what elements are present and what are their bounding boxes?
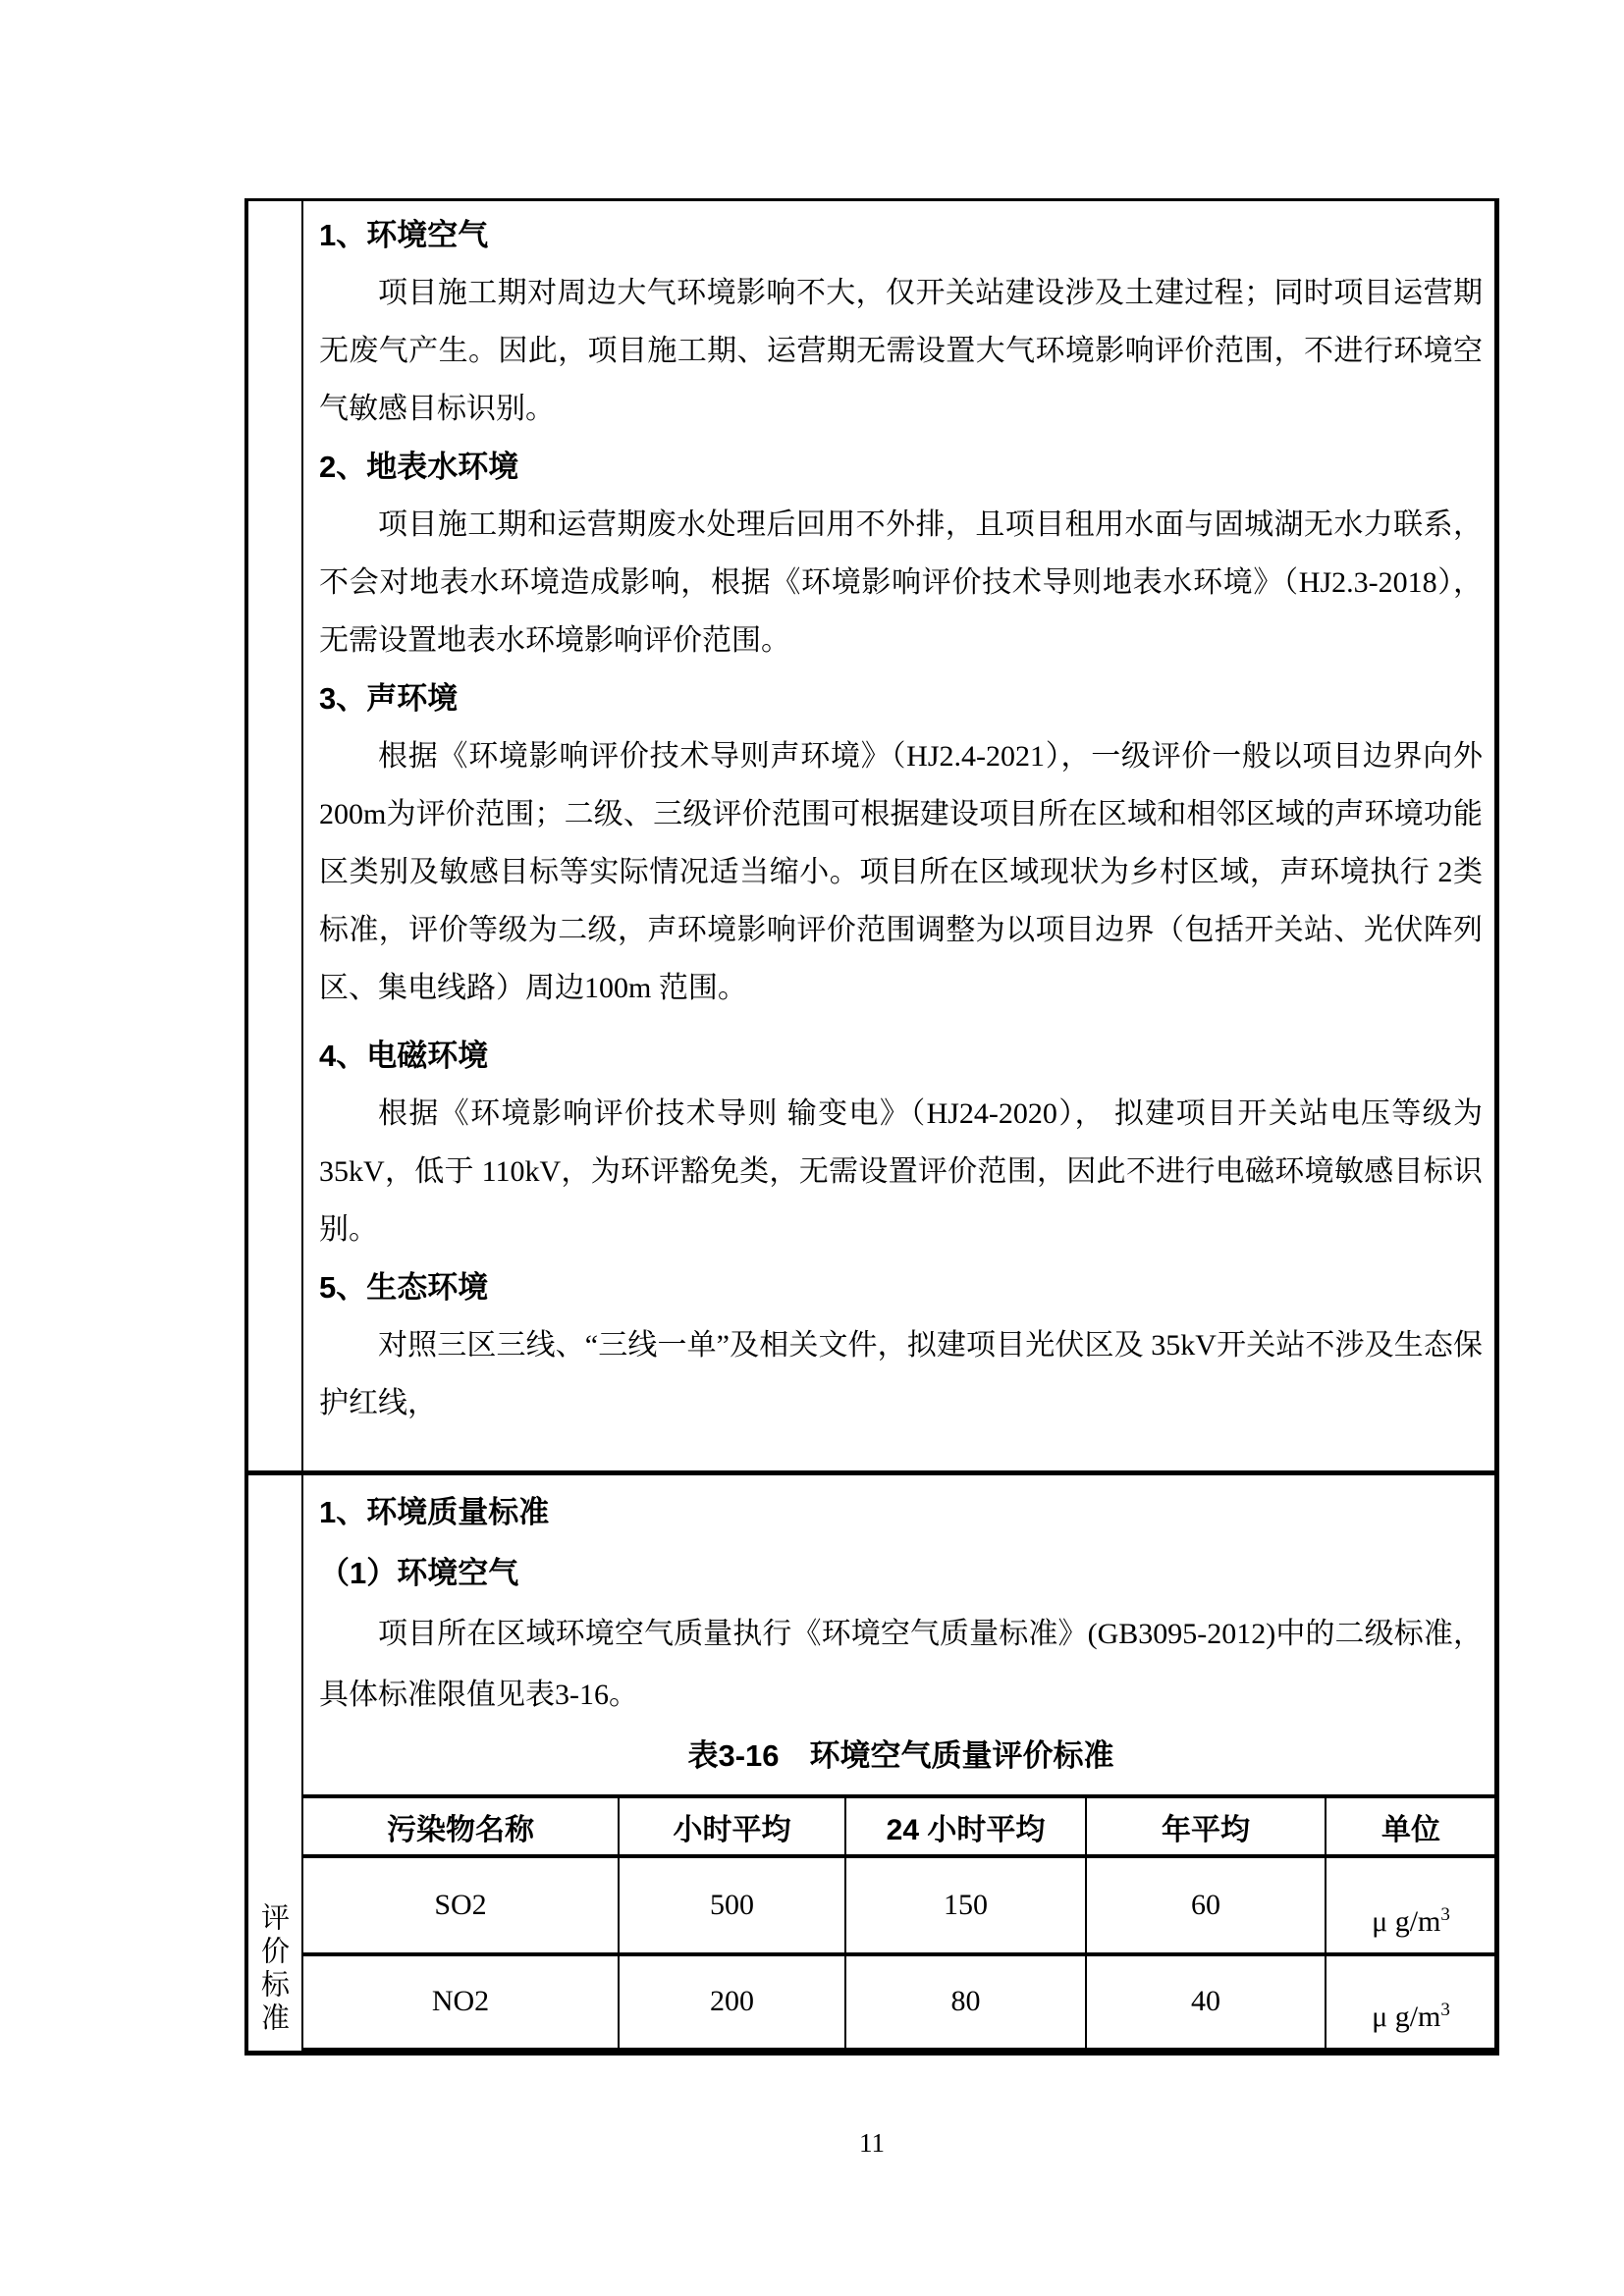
table-row-so2 xyxy=(302,1856,1496,1954)
unit-exponent: 3 xyxy=(1440,1999,1450,2020)
unit-base: μ g/m xyxy=(1372,2000,1441,2033)
cell-24h: 80 xyxy=(845,1954,1086,2050)
section-heading: 2、地表水环境 xyxy=(319,450,519,484)
header-24h-avg: 24 小时平均 xyxy=(845,1796,1086,1856)
section-paragraph: 项目施工期和运营期废水处理后回用不外排，且项目租用水面与固城湖无水力联系，不会对地表水环境造成影响，根据《环境影响评价技术导则地表水环境》（HJ2.3-2018），无需设置地表水环境影响评价范围。 xyxy=(319,508,1483,657)
quality-standards-heading: 1、环境质量标准 xyxy=(319,1495,550,1529)
header-annual-avg: 年平均 xyxy=(1086,1796,1326,1856)
table-header-row xyxy=(302,1796,1496,1856)
section-heading: 1、环境空气 xyxy=(319,218,489,252)
section-paragraph: 对照三区三线、“三线一单”及相关文件，拟建项目光伏区及 35kV开关站不涉及生态保护红线， xyxy=(319,1329,1483,1419)
left-column-divider-line xyxy=(301,198,303,2056)
section-noise xyxy=(319,669,1483,1017)
cell-annual: 60 xyxy=(1086,1856,1326,1954)
ambient-air-subheading: （1）环境空气 xyxy=(319,1556,519,1590)
header-hourly-avg: 小时平均 xyxy=(619,1796,845,1856)
table-row-no2 xyxy=(302,1954,1496,2050)
section-heading: 4、电磁环境 xyxy=(319,1039,489,1073)
cell-24h: 150 xyxy=(845,1856,1086,1954)
section-surface-water xyxy=(319,438,1483,669)
cell-pollutant: SO2 xyxy=(302,1856,619,1954)
section-air xyxy=(319,206,1483,438)
unit-exponent: 3 xyxy=(1440,1904,1450,1925)
cell-unit xyxy=(1326,1856,1496,1954)
section-divider-line xyxy=(244,1470,1499,1475)
cell-hourly: 500 xyxy=(619,1856,845,1954)
cell-hourly: 200 xyxy=(619,1954,845,2050)
header-unit: 单位 xyxy=(1326,1796,1496,1856)
section-paragraph: 根据《环境影响评价技术导则声环境》（HJ2.4-2021），一级评价一般以项目边界向外 200m为评价范围；二级、三级评价范围可根据建设项目所在区域和相邻区域的声环境功能区类别及敏感目标等实际情况适当缩小。项目所在区域现状为乡村区域，声环境执行 2类标准，评价等级为二级，声环境影响评价范围调整为以项目边界（包括开关站、光伏阵列区、集电线路）周边100m 范围。 xyxy=(319,740,1483,1004)
header-pollutant: 污染物名称 xyxy=(302,1796,619,1856)
section-ecology xyxy=(319,1258,1483,1432)
cell-pollutant: NO2 xyxy=(302,1954,619,2050)
unit-base: μ g/m xyxy=(1372,1905,1441,1938)
section-heading: 5、生态环境 xyxy=(319,1270,489,1305)
assessment-scope-cell xyxy=(319,206,1483,1432)
quality-standards-cell xyxy=(319,1482,1483,1787)
air-table-caption: 表3-16 环境空气质量评价标准 xyxy=(687,1738,1114,1773)
row-label-evaluation-standards: 评价标准 xyxy=(257,1902,289,2036)
page-number: 11 xyxy=(859,2128,885,2158)
cell-unit xyxy=(1326,1954,1496,2050)
section-paragraph: 根据《环境影响评价技术导则 输变电》（HJ24-2020）， 拟建项目开关站电压等级为35kV，低于 110kV，为环评豁免类，无需设置评价范围，因此不进行电磁环境敏感目标识别。 xyxy=(319,1097,1483,1246)
quality-standards-paragraph: 项目所在区域环境空气质量执行《环境空气质量标准》(GB3095-2012)中的二级标准，具体标准限值见表3-16。 xyxy=(319,1618,1483,1711)
section-heading: 3、声环境 xyxy=(319,681,459,716)
air-quality-standards-table xyxy=(301,1794,1497,2053)
section-electromagnetic xyxy=(319,1027,1483,1258)
section-paragraph: 项目施工期对周边大气环境影响不大，仅开关站建设涉及土建过程；同时项目运营期无废气产生。因此，项目施工期、运营期无需设置大气环境影响评价范围，不进行环境空气敏感目标识别。 xyxy=(319,277,1483,425)
cell-annual: 40 xyxy=(1086,1954,1326,2050)
